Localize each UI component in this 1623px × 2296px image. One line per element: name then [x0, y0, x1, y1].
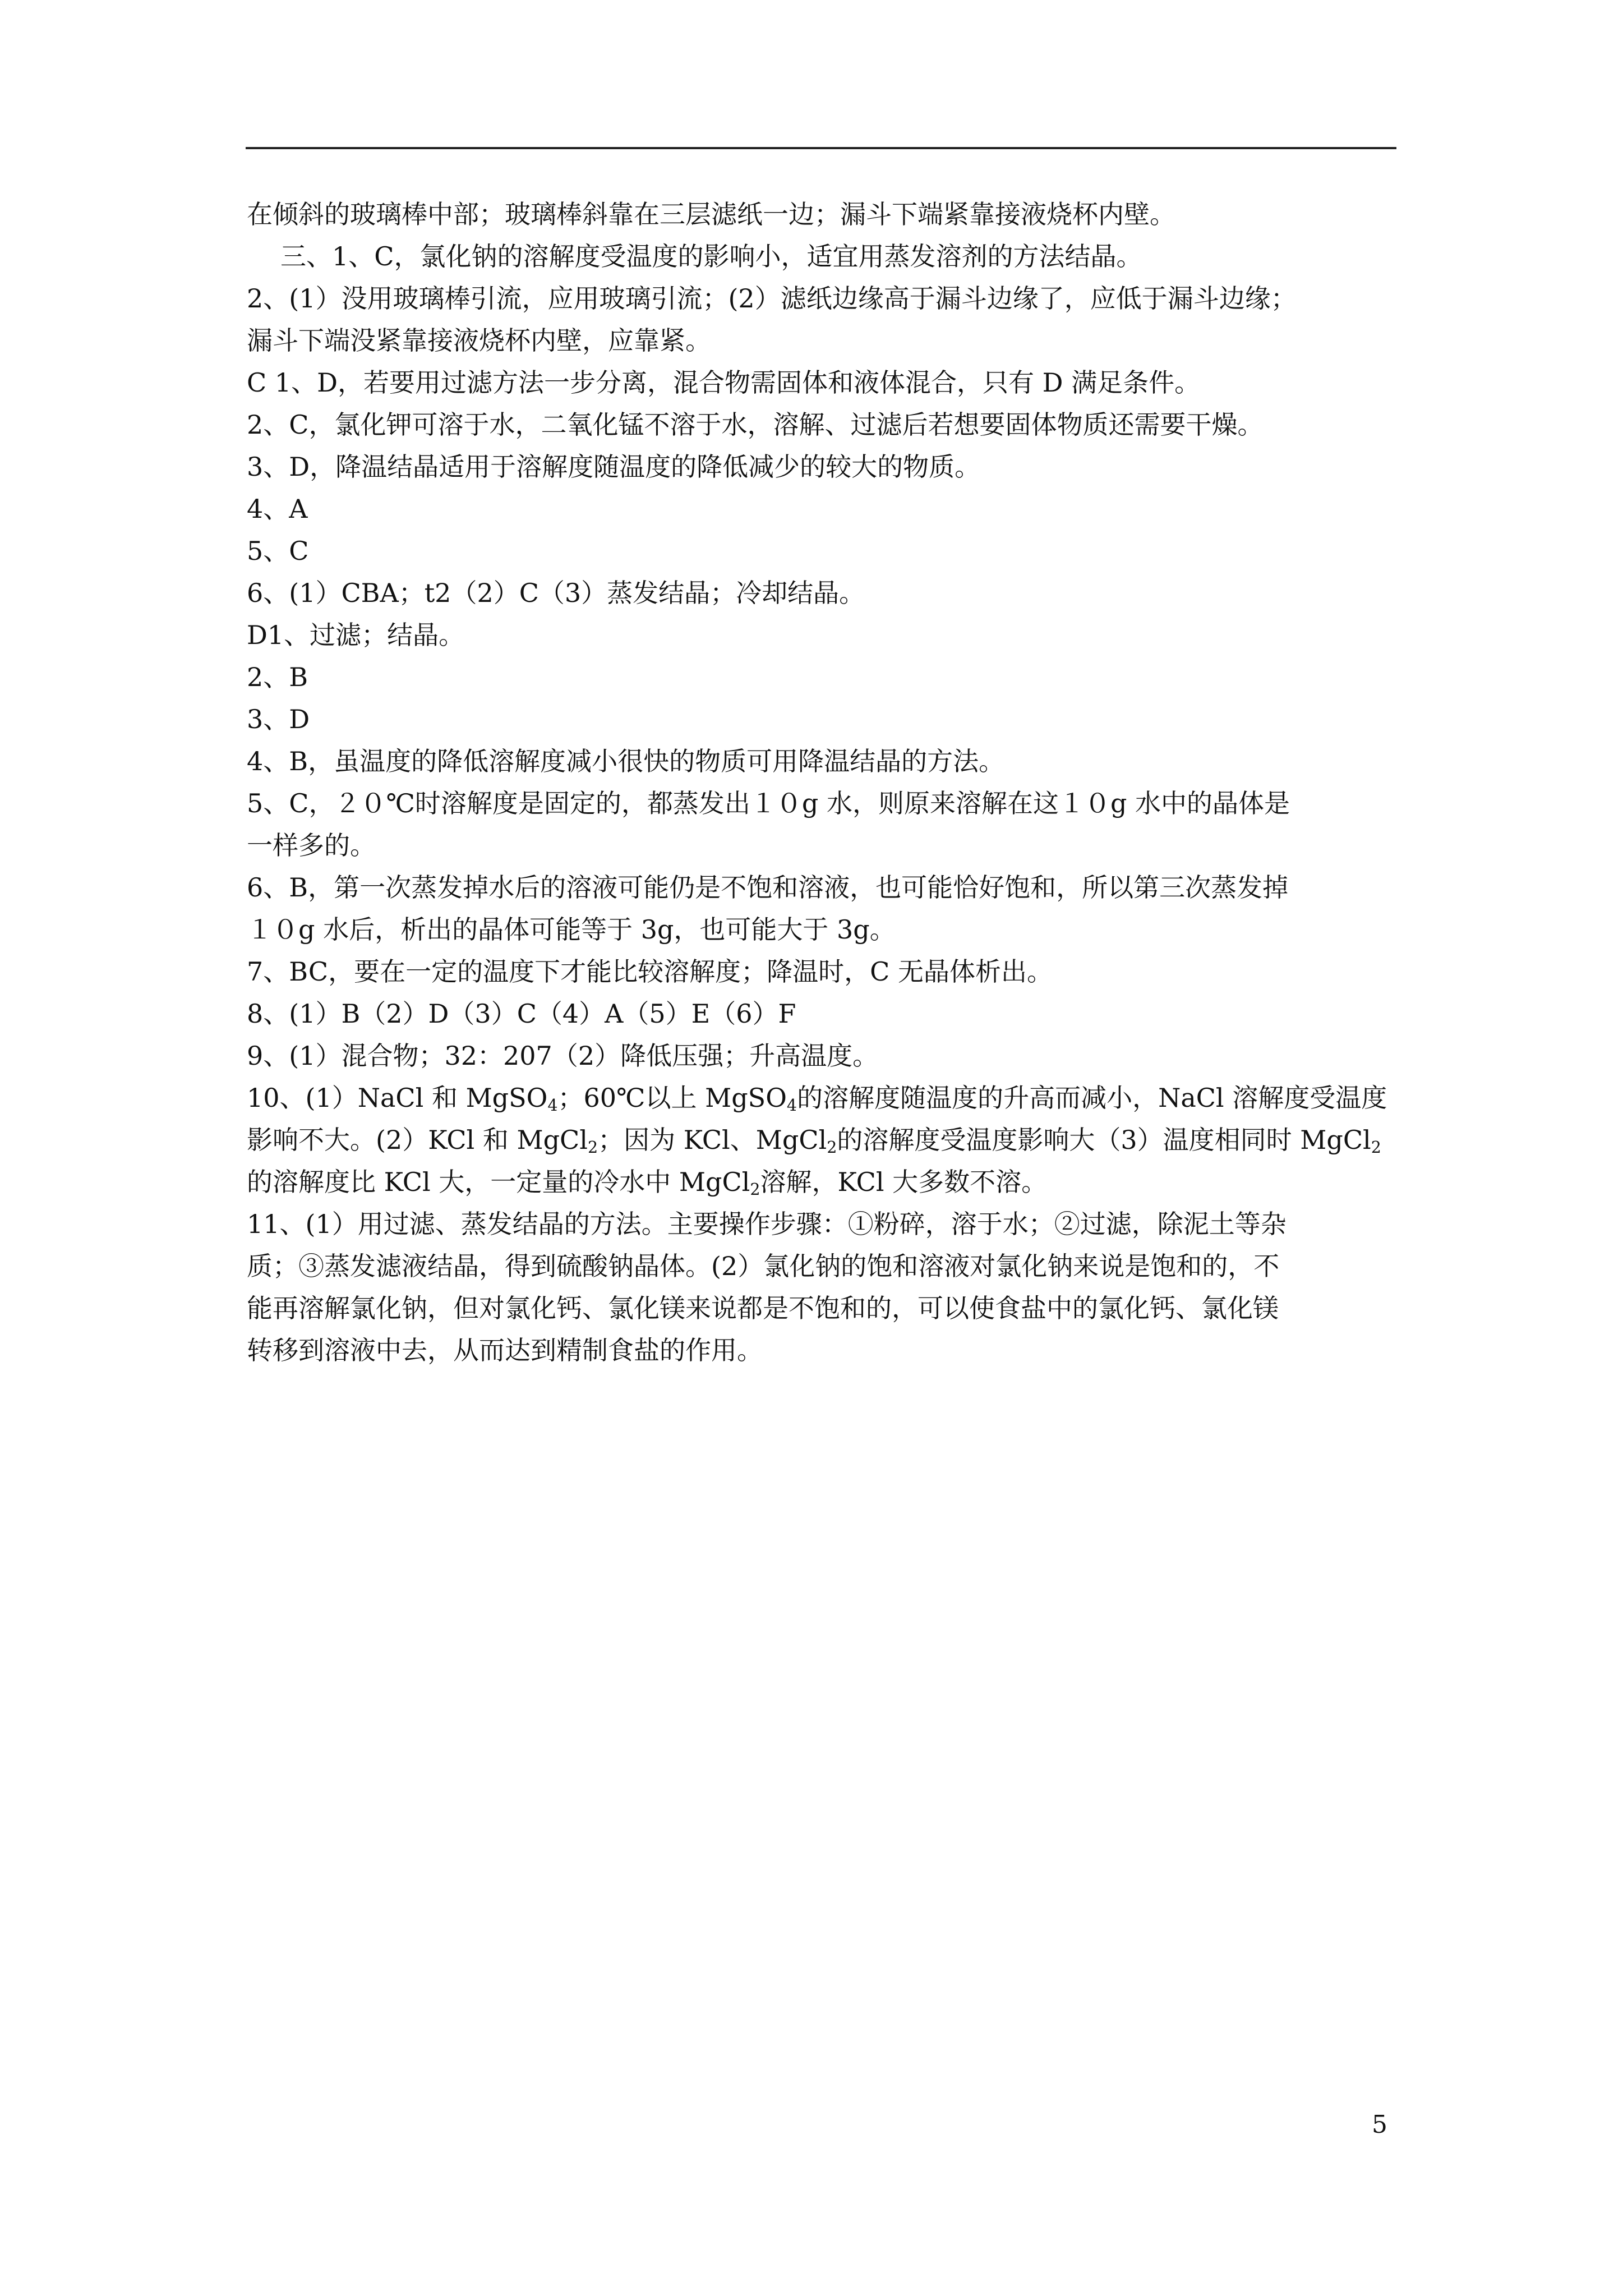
text-run: ；60℃以上 MgSO: [557, 1083, 787, 1113]
text-run: 的溶解度随温度的升高而减小，NaCl 溶解度受温度: [797, 1083, 1387, 1113]
subscript: 2: [827, 1138, 837, 1157]
text-line: [247, 1161, 1394, 1203]
text-run: ；因为 KCl、MgCl: [598, 1125, 827, 1155]
text-line: C 1、D，若要用过滤方法一步分离，混合物需固体和液体混合，只有 D 满足条件。: [247, 367, 1201, 398]
text-line: 漏斗下端没紧靠接液烧杯内壁，应靠紧。: [247, 325, 711, 356]
text-run: 溶解，KCl 大多数不溶。: [760, 1167, 1048, 1197]
subscript: 4: [547, 1096, 558, 1115]
text-line: 能再溶解氯化钠，但对氯化钙、氯化镁来说都是不饱和的，可以使食盐中的氯化钙、氯化镁: [247, 1293, 1279, 1323]
text-line: 在倾斜的玻璃棒中部；玻璃棒斜靠在三层滤纸一边；漏斗下端紧靠接液烧杯内壁。: [247, 199, 1175, 229]
text-line: １０g 水后，析出的晶体可能等于 3g，也可能大于 3g。: [247, 914, 896, 945]
subscript: 2: [1371, 1138, 1381, 1157]
text-line: 3、D，降温结晶适用于溶解度随温度的降低减少的较大的物质。: [247, 452, 981, 482]
text-line: 三、1、C，氯化钠的溶解度受温度的影响小，适宜用蒸发溶剂的方法结晶。: [280, 241, 1142, 272]
text-line: 6、(1）CBA；t2（2）C（3）蒸发结晶；冷却结晶。: [247, 578, 865, 608]
text-line: [247, 1119, 1394, 1161]
text-line: 3、D: [247, 704, 310, 734]
text-line: 9、(1）混合物；32：207（2）降低压强；升高温度。: [247, 1041, 879, 1071]
text-line: 6、B，第一次蒸发掉水后的溶液可能仍是不饱和溶液，也可能恰好饱和，所以第三次蒸发掉: [247, 872, 1289, 903]
text-line: 8、(1）B（2）D（3）C（4）A（5）E（6）F: [247, 999, 796, 1029]
text-run: 的溶解度比 KCl 大，一定量的冷水中 MgCl: [247, 1167, 750, 1197]
text-run: 10、(1）NaCl 和 MgSO: [247, 1083, 548, 1113]
text-run: 的溶解度受温度影响大（3）温度相同时 MgCl: [837, 1125, 1371, 1155]
text-line: 一样多的。: [247, 830, 376, 861]
text-line: 4、B，虽温度的降低溶解度减小很快的物质可用降温结晶的方法。: [247, 746, 1005, 776]
answer-text: [247, 194, 1394, 1372]
text-line: 5、C: [247, 536, 309, 566]
text-line: 2、(1）没用玻璃棒引流，应用玻璃引流；(2）滤纸边缘高于漏斗边缘了，应低于漏斗边缘；: [247, 283, 1297, 314]
subscript: 4: [786, 1096, 797, 1115]
subscript: 2: [587, 1138, 598, 1157]
text-line: 质；③蒸发滤液结晶，得到硫酸钠晶体。(2）氯化钠的饱和溶液对氯化钠来说是饱和的，不: [247, 1251, 1280, 1281]
text-line: 4、A: [247, 494, 308, 524]
page-number: 5: [1372, 2110, 1387, 2139]
text-line: 5、C，２０℃时溶解度是固定的，都蒸发出１０g 水，则原来溶解在这１０g 水中的晶体是: [247, 788, 1290, 818]
text-line: 2、C，氯化钾可溶于水，二氧化锰不溶于水，溶解、过滤后若想要固体物质还需要干燥。: [247, 409, 1264, 440]
header-rule: [246, 147, 1396, 149]
text-line: D1、过滤；结晶。: [247, 620, 465, 650]
text-line: [247, 1077, 1394, 1119]
text-line: 11、(1）用过滤、蒸发结晶的方法。主要操作步骤：①粉碎，溶于水；②过滤，除泥土等杂: [247, 1209, 1287, 1239]
text-line: 7、BC，要在一定的温度下才能比较溶解度；降温时，C 无晶体析出。: [247, 956, 1053, 987]
subscript: 2: [750, 1180, 760, 1199]
text-line: 2、B: [247, 662, 308, 692]
text-line: 转移到溶液中去，从而达到精制食盐的作用。: [247, 1335, 763, 1365]
text-run: 影响不大。(2）KCl 和 MgCl: [247, 1125, 588, 1155]
